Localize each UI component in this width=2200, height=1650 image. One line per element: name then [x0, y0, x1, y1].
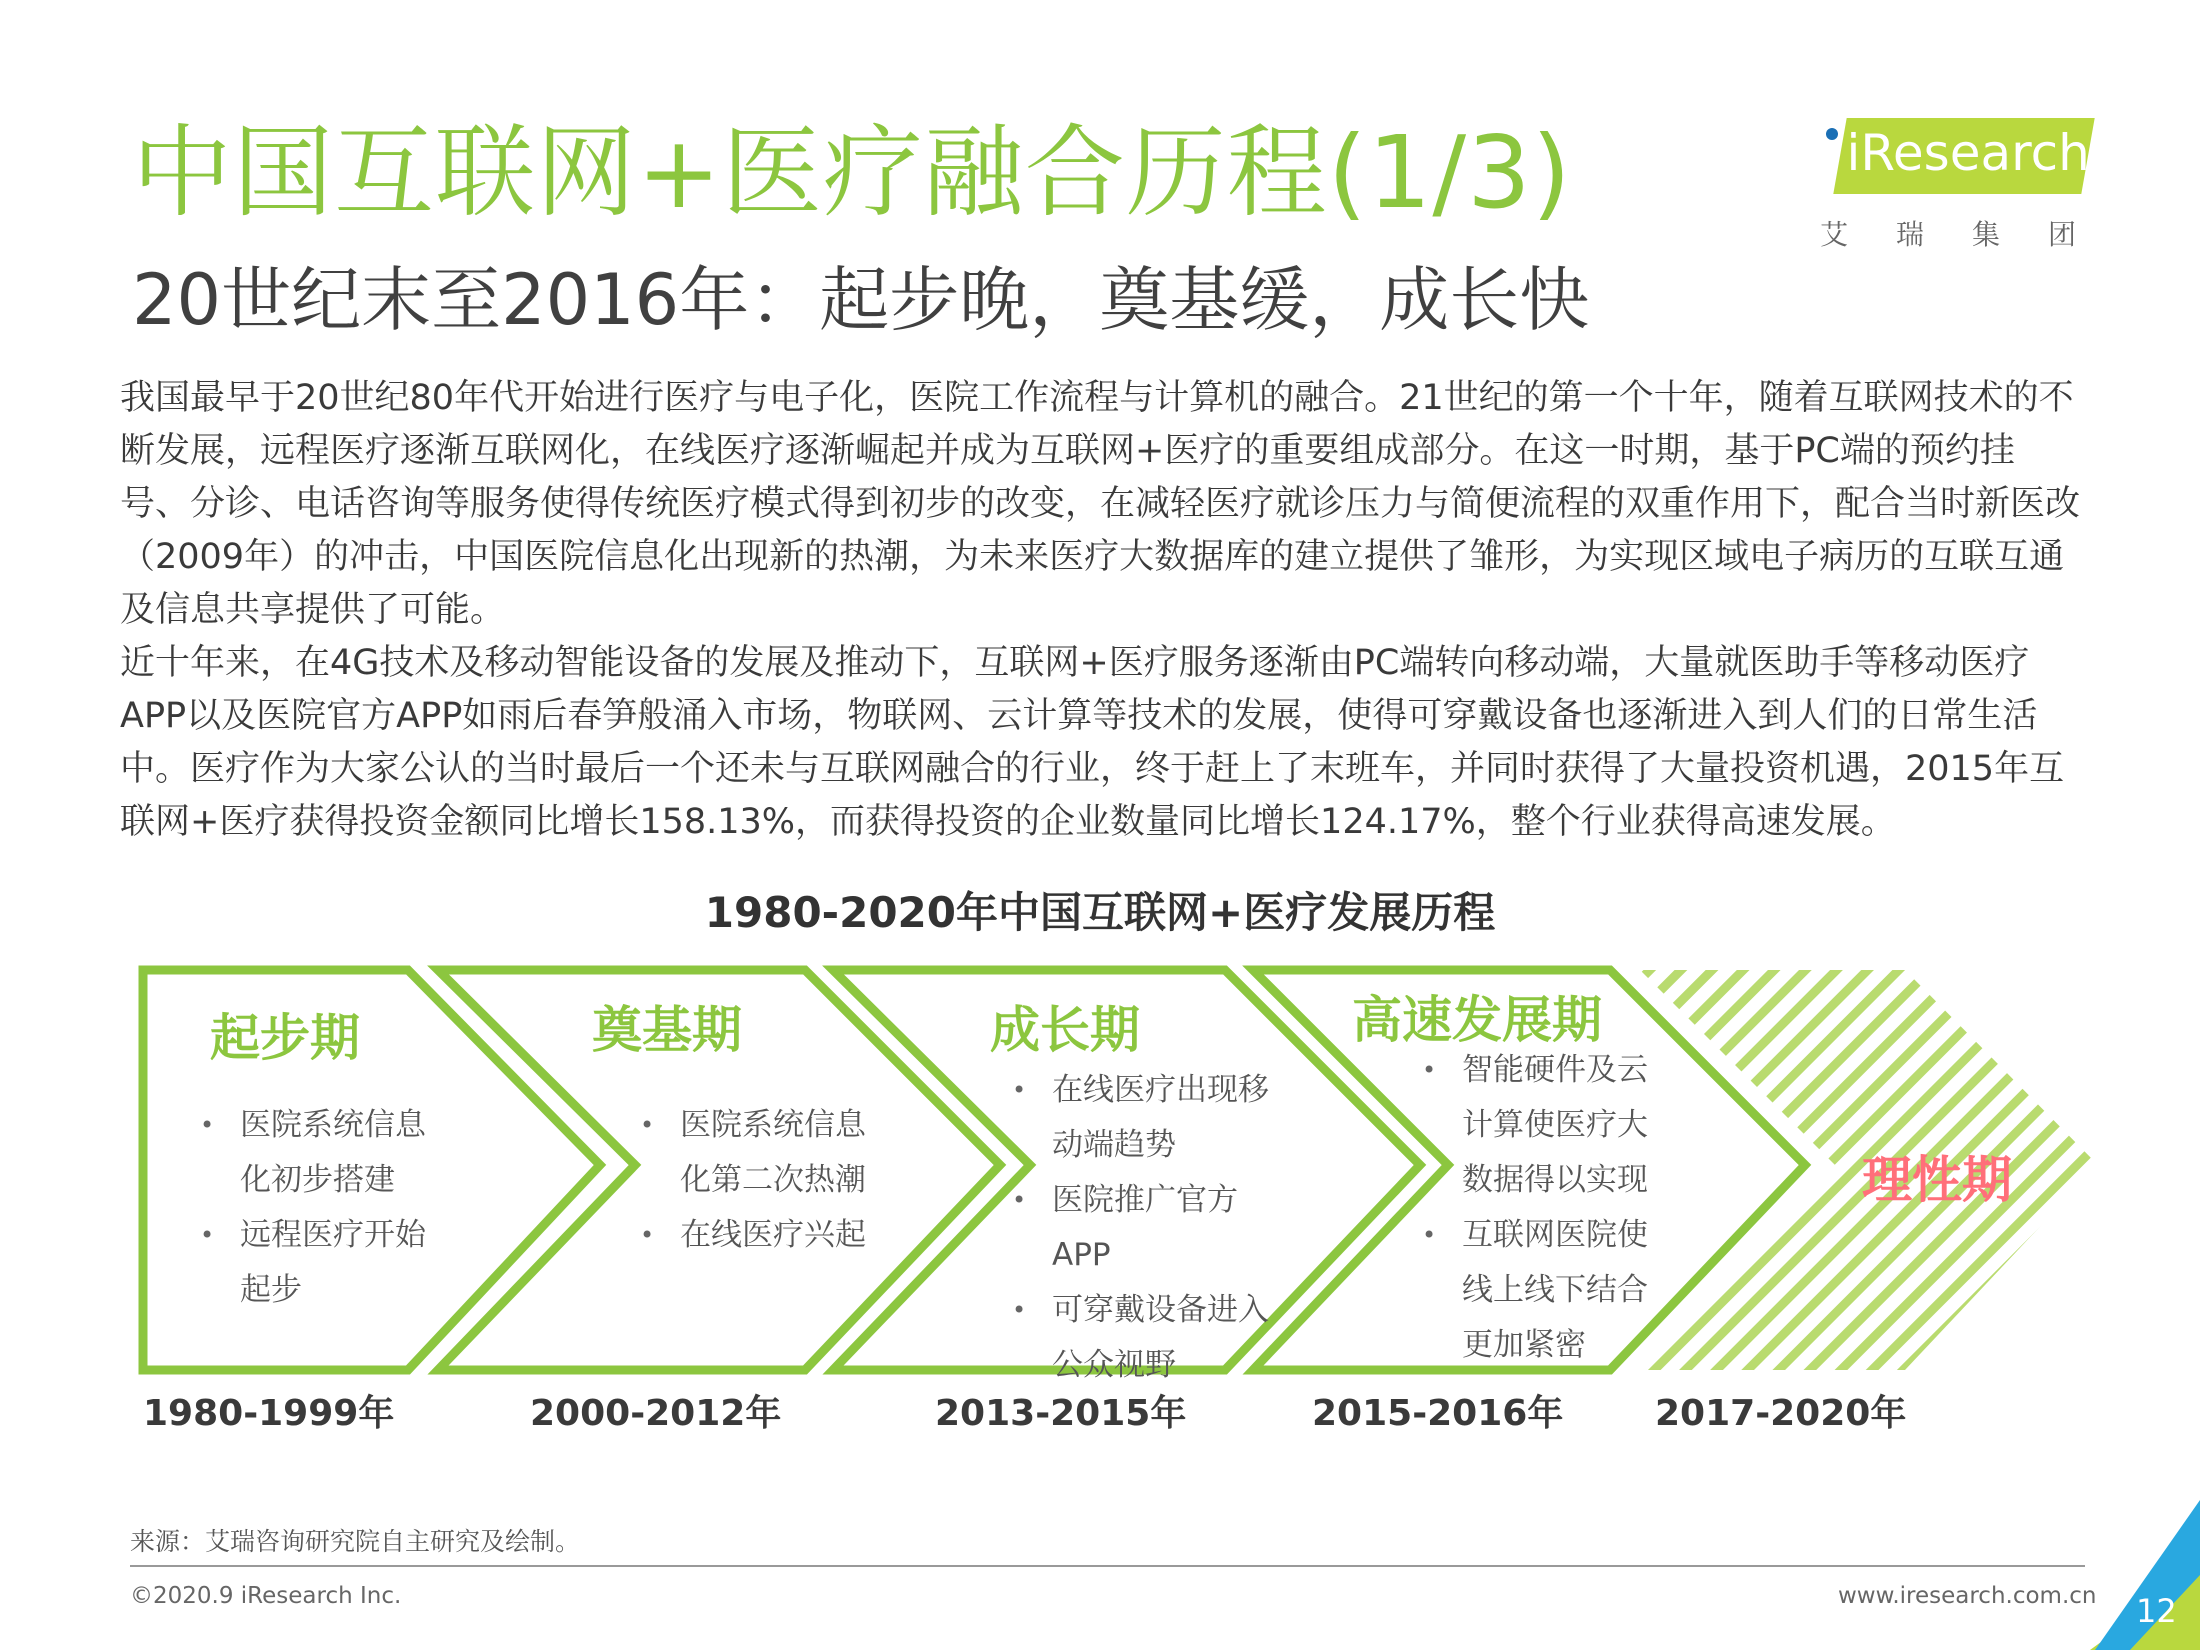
footer-divider	[130, 1565, 2085, 1567]
phase-1-years: 1980-1999年	[143, 1393, 395, 1434]
copyright: ©2020.9 iResearch Inc.	[130, 1583, 402, 1609]
logo-chinese-name: 艾瑞集团	[1820, 218, 2125, 251]
phase-2-bullets	[640, 1098, 880, 1263]
phase-4-years: 2015-2016年	[1312, 1393, 1564, 1434]
phase-1-bullet-1: • 医院系统信息化初步搭建	[200, 1098, 440, 1208]
phase-1-bullets	[200, 1098, 440, 1318]
phase-3-bullet-2: • 医院推广官方APP	[1012, 1173, 1292, 1283]
logo-brand-text: iResearch	[1846, 124, 2090, 182]
phase-5-title: 理性期	[1862, 1151, 2012, 1209]
body-paragraph-2: 近十年来，在4G技术及移动智能设备的发展及推动下，互联网+医疗服务逐渐由PC端转向移动端，大量就医助手等移动医疗APP以及医院官方APP如雨后春笋般涌入市场，物联网、云计算等技术的发展，使得可穿戴设备也逐渐进入到人们的日常生活中。医疗作为大家公认的当时最后一个还未与互联网融合的行业，终于赶上了末班车，并同时获得了大量投资机遇，2015年互联网+医疗获得投资金额同比增长158.13%，而获得投资的企业数量同比增长124.17%，整个行业获得高速发展。	[120, 643, 2065, 842]
phase-5-years: 2017-2020年	[1655, 1393, 1907, 1434]
phase-3-bullets	[1012, 1063, 1292, 1393]
body-paragraph-1: 我国最早于20世纪80年代开始进行医疗与电子化，医院工作流程与计算机的融合。21世纪的第一个十年，随着互联网技术的不断发展，远程医疗逐渐互联网化，在线医疗逐渐崛起并成为互联网+医疗的重要组成部分。在这一时期，基于PC端的预约挂号、分诊、电话咨询等服务使得传统医疗模式得到初步的改变，在减轻医疗就诊压力与简便流程的双重作用下，配合当时新医改（2009年）的冲击，中国医院信息化出现新的热潮，为未来医疗大数据库的建立提供了雏形，为实现区域电子病历的互联互通及信息共享提供了可能。	[120, 378, 2081, 630]
phase-4-bullet-1: • 智能硬件及云计算使医疗大数据得以实现	[1422, 1043, 1662, 1208]
diagram-title: 1980-2020年中国互联网+医疗发展历程	[704, 888, 1496, 937]
phase-3-title: 成长期	[990, 1001, 1140, 1059]
phase-1-title: 起步期	[210, 1009, 360, 1067]
source-note: 来源：艾瑞咨询研究院自主研究及绘制。	[130, 1527, 581, 1556]
page-subtitle: 20世纪末至2016年：起步晚，奠基缓，成长快	[132, 259, 1590, 341]
phase-1-bullet-2: • 远程医疗开始起步	[200, 1208, 440, 1318]
page-title: 中国互联网+医疗融合历程(1/3)	[132, 114, 1572, 231]
phase-3-bullet-3: • 可穿戴设备进入公众视野	[1012, 1283, 1292, 1393]
website-link[interactable]: www.iresearch.com.cn	[1838, 1583, 2097, 1609]
page-number: 12	[2136, 1592, 2177, 1630]
phase-4-bullet-2: • 互联网医院使线上线下结合更加紧密	[1422, 1208, 1662, 1373]
phase-3-bullet-1: • 在线医疗出现移动端趋势	[1012, 1063, 1292, 1173]
phase-4-bullets	[1422, 1043, 1662, 1373]
phase-2-title: 奠基期	[592, 1001, 742, 1059]
phase-4-title: 高速发展期	[1352, 991, 1602, 1049]
phase-3-years: 2013-2015年	[935, 1393, 1187, 1434]
phase-2-bullet-2: • 在线医疗兴起	[640, 1208, 880, 1263]
phase-2-years: 2000-2012年	[530, 1393, 782, 1434]
phase-2-bullet-1: • 医院系统信息化第二次热潮	[640, 1098, 880, 1208]
